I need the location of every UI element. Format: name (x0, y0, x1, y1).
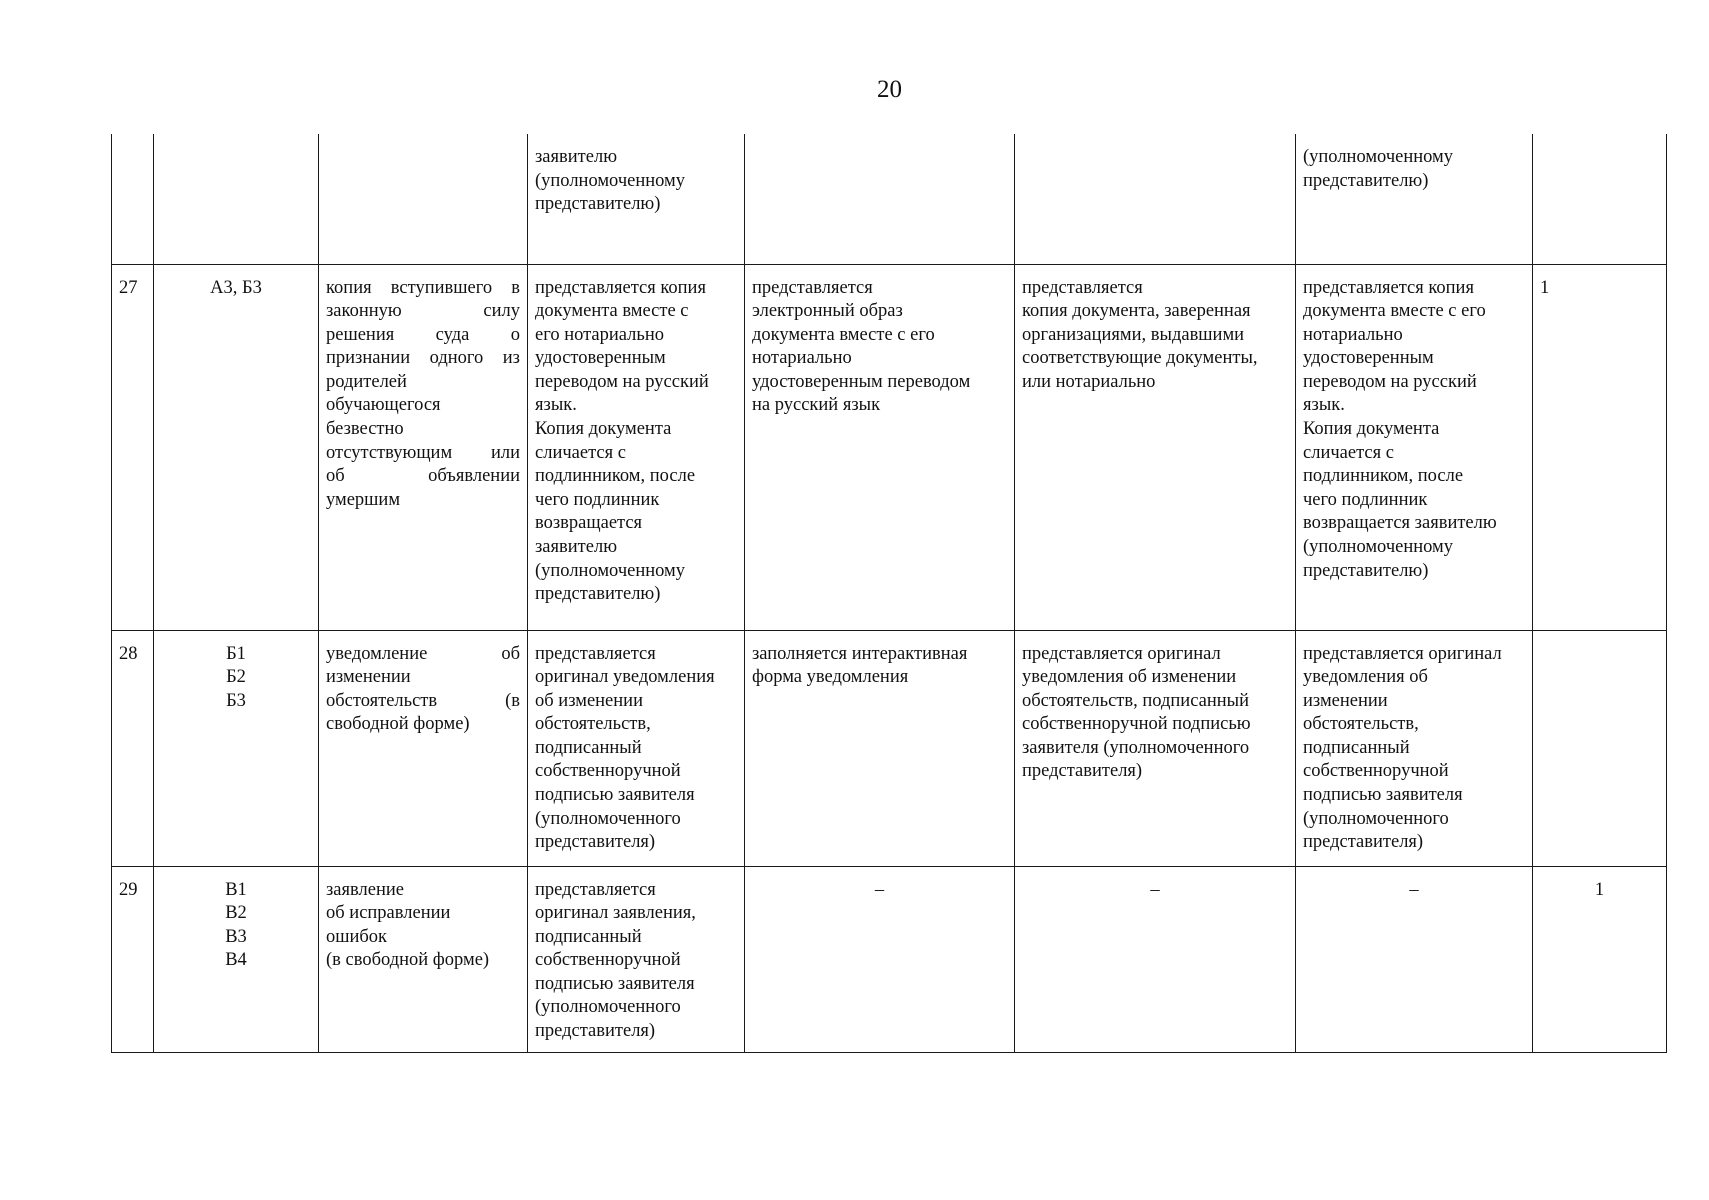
page-number: 20 (877, 76, 902, 103)
document-name-line: копия вступившего в (326, 277, 520, 298)
document-name-line: изменении (326, 667, 411, 688)
submission-mfc-cell: представляется оригинал уведомления об изменении обстоятельств, подписанный собственноручной подписью заявителя (уполномоченного представителя) (1296, 630, 1533, 866)
count-cell: 1 (1533, 866, 1667, 1052)
codes-cell: Б1 Б2 Б3 (154, 630, 319, 866)
submission-electronic-cell: представляется электронный образ документа вместе с его нотариально удостоверенным переводом на русский язык (745, 264, 1015, 630)
document-name-cell (319, 264, 528, 630)
document-name-line: отсутствующим или (326, 442, 520, 463)
document-name-line: признании одного из (326, 348, 520, 369)
submission-in-person-cell: заявителю (уполномоченному представителю) (528, 134, 745, 264)
documents-table (111, 134, 1667, 1053)
submission-mail-cell: представляется копия документа, заверенная организациями, выдавшими соответствующие документы, или нотариально (1015, 264, 1296, 630)
table-row-27 (112, 264, 1667, 630)
codes-cell: В1 В2 В3 В4 (154, 866, 319, 1052)
submission-in-person-cell: представляется копия документа вместе с его нотариально удостоверенным переводом на русский язык. Копия документа сличается с подлинником, после чего подлинник возвращается заявителю (уполномоченному представителю) (528, 264, 745, 630)
count-cell (1533, 630, 1667, 866)
document-name-line: безвестно (326, 419, 404, 440)
table-row-28 (112, 630, 1667, 866)
submission-in-person-cell: представляется оригинал уведомления об изменении обстоятельств, подписанный собственноручной подписью заявителя (уполномоченного представителя) (528, 630, 745, 866)
document-name-line: обучающегося (326, 395, 441, 416)
document-name-line: законную силу (326, 301, 520, 322)
submission-electronic-cell (745, 134, 1015, 264)
document-name-cell: заявление об исправлении ошибок (в свободной форме) (319, 866, 528, 1052)
submission-electronic-cell: – (745, 866, 1015, 1052)
document-name-line: свободной форме) (326, 714, 470, 735)
document-name-line: об объявлении (326, 466, 520, 487)
count-cell: 1 (1533, 264, 1667, 630)
document-name-line: родителей (326, 371, 407, 392)
row-number-cell: 27 (112, 264, 154, 630)
codes-cell: А3, Б3 (154, 264, 319, 630)
submission-mail-cell: – (1015, 866, 1296, 1052)
submission-mail-cell: представляется оригинал уведомления об изменении обстоятельств, подписанный собственноручной подписью заявителя (уполномоченного представителя) (1015, 630, 1296, 866)
row-number-cell: 28 (112, 630, 154, 866)
submission-electronic-cell: заполняется интерактивная форма уведомления (745, 630, 1015, 866)
document-name-line: уведомление об (326, 643, 520, 664)
document-name-line: умершим (326, 489, 401, 510)
submission-mfc-cell: – (1296, 866, 1533, 1052)
submission-in-person-cell: представляется оригинал заявления, подписанный собственноручной подписью заявителя (уполномоченного представителя) (528, 866, 745, 1052)
document-name-cell (319, 630, 528, 866)
table-row-continuation (112, 134, 1667, 264)
row-number-cell: 29 (112, 866, 154, 1052)
submission-mfc-cell: представляется копия документа вместе с его нотариально удостоверенным переводом на русский язык. Копия документа сличается с подлинником, после чего подлинник возвращается заявителю (уполномоченному представителю) (1296, 264, 1533, 630)
submission-mail-cell (1015, 134, 1296, 264)
row-number-cell (112, 134, 154, 264)
codes-cell (154, 134, 319, 264)
document-name-line: решения суда о (326, 324, 520, 345)
count-cell (1533, 134, 1667, 264)
table-row-29 (112, 866, 1667, 1052)
submission-mfc-cell: (уполномоченному представителю) (1296, 134, 1533, 264)
document-name-line: обстоятельств (в (326, 690, 520, 711)
document-name-cell (319, 134, 528, 264)
